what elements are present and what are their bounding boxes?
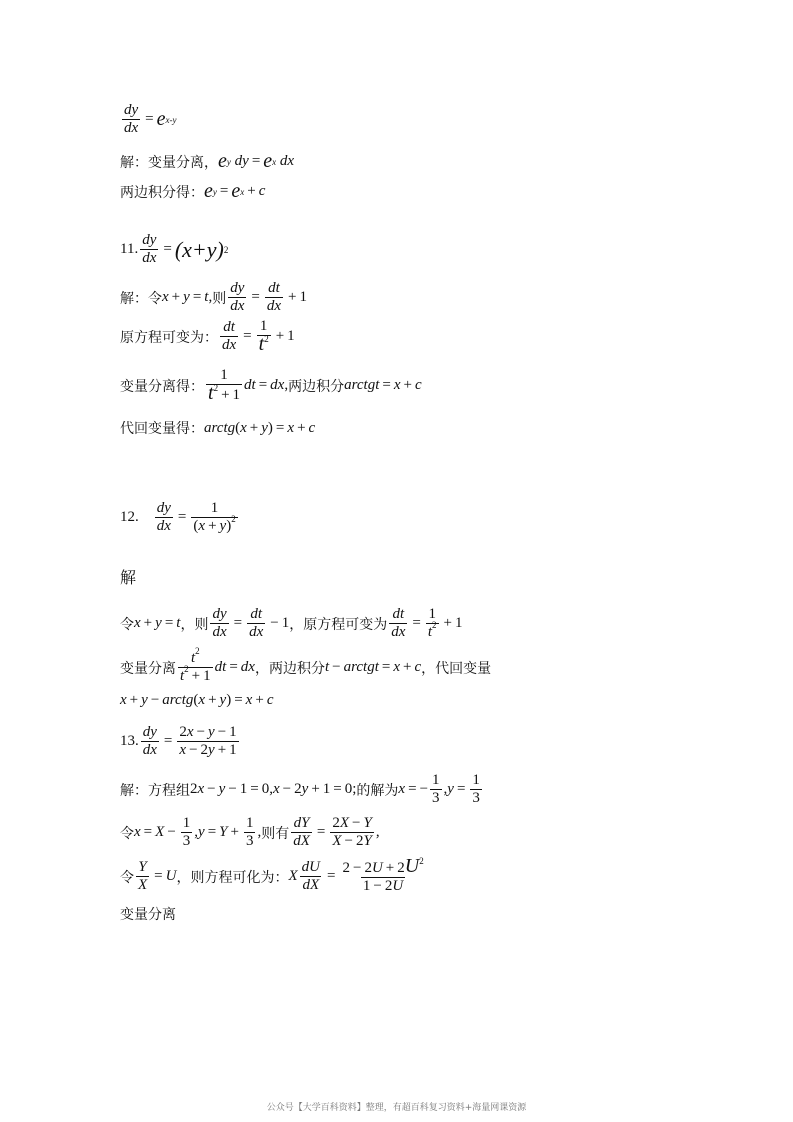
p12-substitution: 令 x + y = t ，则 $\frac{dy}{dx}$ = $\frac{dt}{dx}$ − 1 ，原方程可变为 $\frac{dt}{dx}$ = $\frac{1}{t^2}$ + 1 [120,606,463,640]
p13-separation-label: 变量分离 [120,907,176,923]
problem-12: 12. $\frac{dy}{dx}$ = $\frac{1}{(x + y)^2}$ [120,500,236,534]
problem-13: 13. $\frac{dy}{dx}$ = $\frac{2x - y - 1}{x - 2y + 1}$ [120,724,237,758]
p11-substitution: 解：令 x + y = t , 则 $\frac{dy}{dx}$ = $\frac{dt}{dx}$ + 1 [120,280,307,314]
p11-separated: 变量分离得： $\frac{1}{t^2 + 1}$ dt = dx , 两边积分 arctgt = x + c [120,367,422,404]
p13-system: 解：方程组 2 x − y − 1 = 0, x − 2 y + 1 = 0; 的解为 x = − $\frac{1}{3}$ , y = $\frac{1}{3}$ [120,772,480,806]
footer-watermark: 公众号【大学百科资料】整理，有超百科复习资料+海量网课资源 [266,1103,527,1113]
p13-transformed: 令 $\frac{Y}{X}$ = U ，则方程可化为： X $\frac{dU}{dX}$ = $\frac{2 - 2U + 2U^2}{1 - 2U}$ [120,855,424,894]
problem-11: 11. $\frac{dy}{dx}$ = (x+y) 2 [120,232,229,266]
p12-separated: 变量分离 $\frac{t^2}{t^2 + 1}$ dt = dx ，两边积分 t − arctgt = x + c ，代回变量 [120,646,492,684]
p12-result: x + y − arctg ( x + y ) = x + c [120,692,274,708]
p11-back-substitution: 代回变量得： arctg ( x + y ) = x + c [120,419,316,437]
equation-1: $\frac{dy}{dx}$ = e x-y [124,102,177,136]
solution-separation: 解：变量分离， e y dy = e x dx [120,150,295,172]
p12-solution-label: 解 [120,568,137,587]
p11-transformed: 原方程可变为： $\frac{dt}{dx}$ = $\frac{1}{t^2}$ + 1 [120,318,295,355]
p13-substitution: 令 x = X − $\frac{1}{3}$ , y = Y + $\frac{1}{3}$ , 则有 $\frac{dY}{dX}$ = $\frac{2X - Y}{X - 2Y}$ , [120,815,380,849]
integration-result: 两边积分得： e y = e x + c [120,180,266,202]
